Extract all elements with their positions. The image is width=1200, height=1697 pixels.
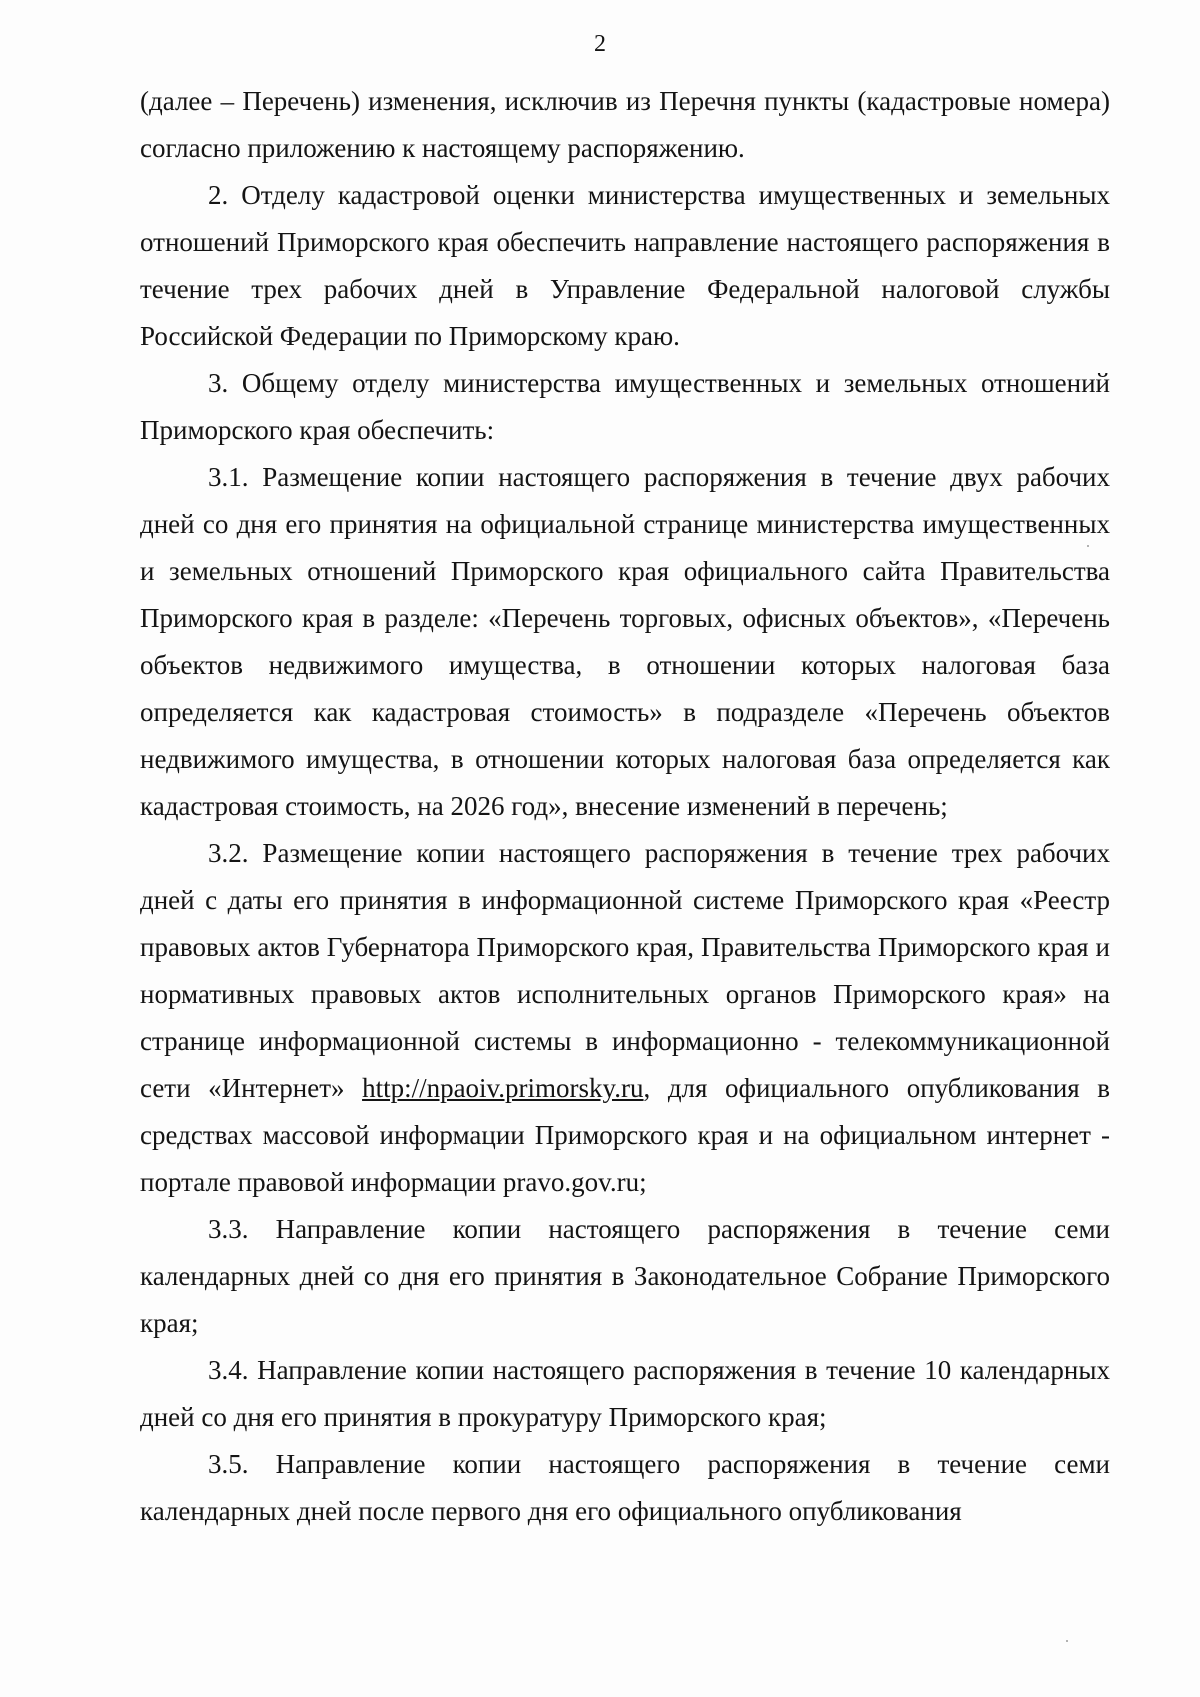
paragraph-item-2: 2. Отделу кадастровой оценки министерства имущественных и земельных отношений Приморского края обеспечить направление настоящего распоряжения в течение трех рабочих дней в Управление Федеральной налоговой службы Российской Федерации по Приморскому краю. [140, 180, 1110, 351]
paragraph-item-3-2 [140, 830, 1110, 1206]
paragraph-item-3-4: 3.4. Направление копии настоящего распоряжения в течение 10 календарных дней со дня его принятия в прокуратуру Приморского края; [140, 1355, 1110, 1432]
paragraph-item-3-2-text-after: , для официального опубликования в средствах массовой информации Приморского края и на официальном интернет - портале правовой информации pravo.gov.ru; [140, 1073, 1110, 1197]
paragraph-item-3-3: 3.3. Направление копии настоящего распоряжения в течение семи календарных дней со дня его принятия в Законодательное Собрание Приморского края; [140, 1214, 1110, 1338]
document-body [140, 78, 1110, 1535]
scan-speck [1087, 545, 1089, 547]
scan-speck [1066, 1640, 1068, 1642]
paragraph-item-3-2-text-before: 3.2. Размещение копии настоящего распоряжения в течение трех рабочих дней с даты его принятия в информационной системе Приморского края «Реестр правовых актов Губернатора Приморского края, Правительства Приморского края и нормативных правовых актов исполнительных органов Приморского края» на странице информационной системы в информационно - телекоммуникационной сети «Интернет» [140, 838, 1110, 1103]
paragraph-continuation: (далее – Перечень) изменения, исключив из Перечня пункты (кадастровые номера) согласно приложению к настоящему распоряжению. [140, 86, 1110, 163]
npaoiv-link[interactable]: http://npaoiv.primorsky.ru [362, 1073, 644, 1103]
page-number: 2 [594, 31, 606, 57]
paragraph-item-3-1: 3.1. Размещение копии настоящего распоряжения в течение двух рабочих дней со дня его принятия на официальной странице министерства имущественных и земельных отношений Приморского края официального сайта Правительства Приморского края в разделе: «Перечень торговых, офисных объектов», «Перечень объектов недвижимого имущества, в отношении которых налоговая база определяется как кадастровая стоимость» в подразделе «Перечень объектов недвижимого имущества, в отношении которых налоговая база определяется как кадастровая стоимость, на 2026 год», внесение изменений в перечень; [140, 462, 1110, 821]
paragraph-item-3: 3. Общему отделу министерства имущественных и земельных отношений Приморского края обеспечить: [140, 368, 1110, 445]
paragraph-item-3-5: 3.5. Направление копии настоящего распоряжения в течение семи календарных дней после первого дня его официального опубликования [140, 1449, 1110, 1526]
